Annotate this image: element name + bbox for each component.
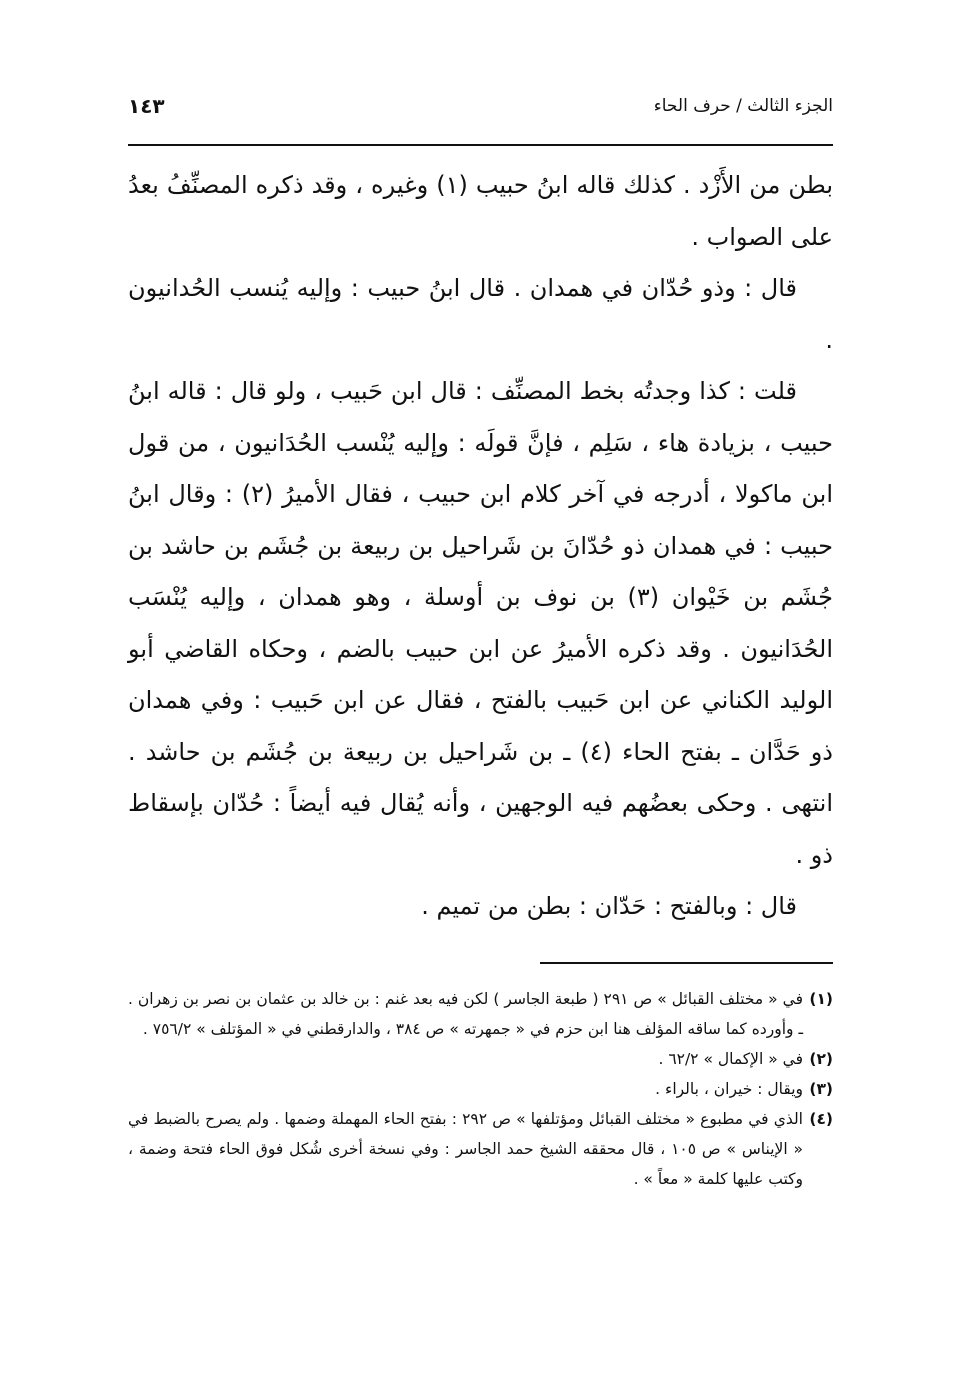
- paragraph: قلت : كذا وجدتُه بخط المصنِّف : قال ابن حَبيب ، ولو قال : قاله ابنُ حبيب ، بزيادة هاء ، سَلِم ، فإنَّ قولَه : وإليه يُنْسب الحُدَانيون ، من قول ابن ماكولا ، أدرجه في آخر كلام ابن حبيب ، فقال الأميرُ (٢) : وقال ابنُ حبيب : في همدان ذو حُدّانَ بن شَراحيل بن ربيعة بن جُشَم بن حاشد بن جُشَم بن خَيْوان (٣) بن نوف بن أوسلة ، وهو همدان ، وإليه يُنْسَب الحُدَانيون . وقد ذكره الأميرُ عن ابن حبيب بالضم ، وحكاه القاضي أبو الوليد الكناني عن ابن حَبيب بالفتح ، فقال عن ابن حَبيب : وفي همدان ذو حَدَّان ـ بفتح الحاء (٤) ـ بن شَراحيل بن ربيعة بن جُشَم بن حاشد . انتهى . وحكى بعضُهم فيه الوجهين ، وأنه يُقال فيه أيضاً : حُدّان بإسقاط ذو .: [128, 377, 834, 869]
- paragraph: قال : وذو حُدّان في همدان . قال ابنُ حبيب : وإليه يُنسب الحُدانيون .: [128, 274, 833, 354]
- footnote-text: الذي في مطبوع « مختلف القبائل ومؤتلفها » ص ٢٩٢ : بفتح الحاء المهملة وضمها . ولم يصرح بالضبط في « الإيناس » ص ١٠٥ ، قال محققه الشيخ حمد الجاسر : وفي نسخة أخرى شُكل فوق الحاء فتحة وضمة ، وكتب عليها كلمة « معاً » .: [128, 1110, 803, 1188]
- footnote-marker: (٢): [809, 1050, 833, 1068]
- footnote: [128, 984, 833, 1044]
- footnote-rule: [540, 962, 833, 964]
- footnote: [128, 1104, 833, 1194]
- header-rule: [128, 144, 833, 146]
- footnote-text: ويقال : خيران ، بالراء .: [655, 1080, 803, 1098]
- paragraph: قال : وبالفتح : حَدّان : بطن من تميم .: [421, 892, 797, 920]
- footnote-text: في « الإكمال » ٦٢/٢ .: [658, 1050, 803, 1068]
- main-text: [128, 160, 833, 933]
- footnote-marker: (٣): [809, 1080, 833, 1098]
- footnote: [128, 1074, 833, 1104]
- page-header: [128, 90, 833, 126]
- paragraph: بطن من الأَزْد . كذلك قاله ابنُ حبيب (١) وغيره ، وقد ذكره المصنِّفُ بعدُ على الصواب .: [128, 171, 834, 251]
- footnote: [128, 1044, 833, 1074]
- footnote-marker: (١): [809, 990, 833, 1008]
- page-number: ١٤٣: [128, 94, 165, 118]
- footnotes: [128, 984, 833, 1194]
- footnote-text: في « مختلف القبائل » ص ٢٩١ ( طبعة الجاسر ) لكن فيه بعد غنم : بن خالد بن عثمان بن نصر بن زهران . ـ وأورده كما ساقه المؤلف هنا ابن حزم في « جمهرته » ص ٣٨٤ ، والدارقطني في « المؤتلف » ٧٥٦/٢ .: [128, 990, 803, 1038]
- footnote-marker: (٤): [809, 1110, 833, 1128]
- running-title: الجزء الثالث / حرف الحاء: [653, 96, 833, 116]
